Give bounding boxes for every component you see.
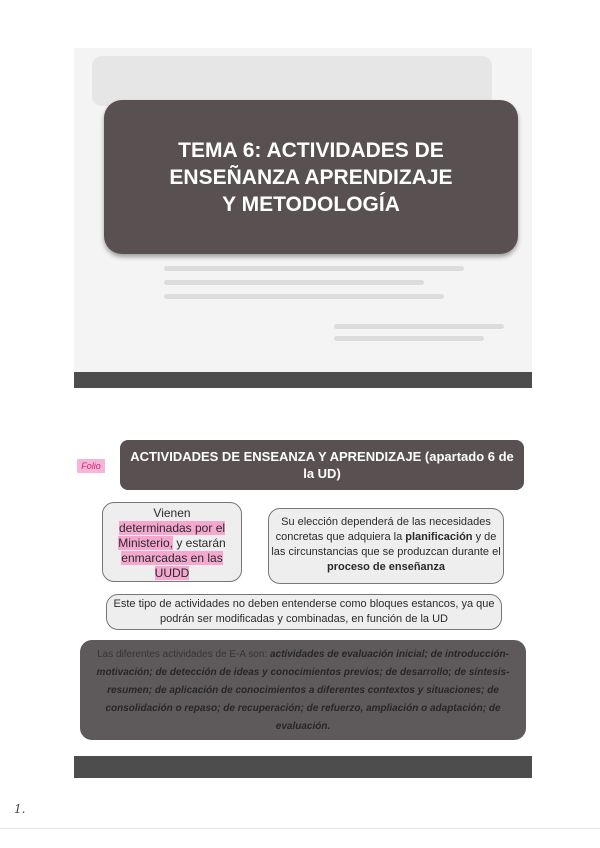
selection-box [268,508,504,584]
ministry-highlight: enmarcadas en las UUDD [121,551,223,580]
page-number: 1. [14,802,26,816]
activity-types-box [80,640,526,740]
slide-title: TEMA 6: ACTIVIDADES DE ENSEÑANZA APRENDIZAJE Y METODOLOGÍA [169,138,453,216]
selection-text: Su elección dependerá de las necesidades concretas que adquiera la [275,516,491,543]
selection-bold-term: planificación [405,531,473,543]
folio-label: Folio [77,459,105,473]
slide-footer-bar [74,372,532,388]
faded-background-line [334,336,484,341]
activity-types-intro: Las diferentes actividades de E-A son: [97,649,270,660]
ministry-text-line: y estarán [172,536,226,550]
activity-types-list: actividades de evaluación inicial; de introducción-motivación; de detección de ideas y conocimientos previos; de desarrollo; de síntesis-resumen; de aplicación de conocimientos a diferentes contextos y situaciones; de consolidación o repaso; de recuperación; de refuerzo, ampliación o adaptación; de evaluación. [96,649,510,732]
slide-footer-bar [74,756,532,778]
ministry-highlight: determinadas por el Ministerio, [118,521,226,550]
slide-2 [74,432,532,778]
ministry-text-line: Vienen [153,506,191,520]
activity-note-box [106,594,502,630]
faded-background-line [334,324,504,329]
scan-edge-line [0,828,600,829]
faded-background-band [92,56,492,106]
faded-background-line [164,266,464,271]
section-heading: ACTIVIDADES DE ENSEANZA Y APRENDIZAJE (apartado 6 de la UD) [130,449,514,481]
faded-background-line [164,280,424,285]
selection-text: y de las circunstancias que se produzcan durante el [271,531,501,558]
section-heading-box [120,440,524,490]
faded-background-line [164,294,444,299]
activity-note-text: Este tipo de actividades no deben entenderse como bloques estancos, ya que podrán ser modificadas y combinadas, en función de la UD [113,598,495,625]
ministry-box [102,502,242,582]
selection-bold-term: proceso de enseñanza [327,561,445,573]
title-box [104,100,518,254]
